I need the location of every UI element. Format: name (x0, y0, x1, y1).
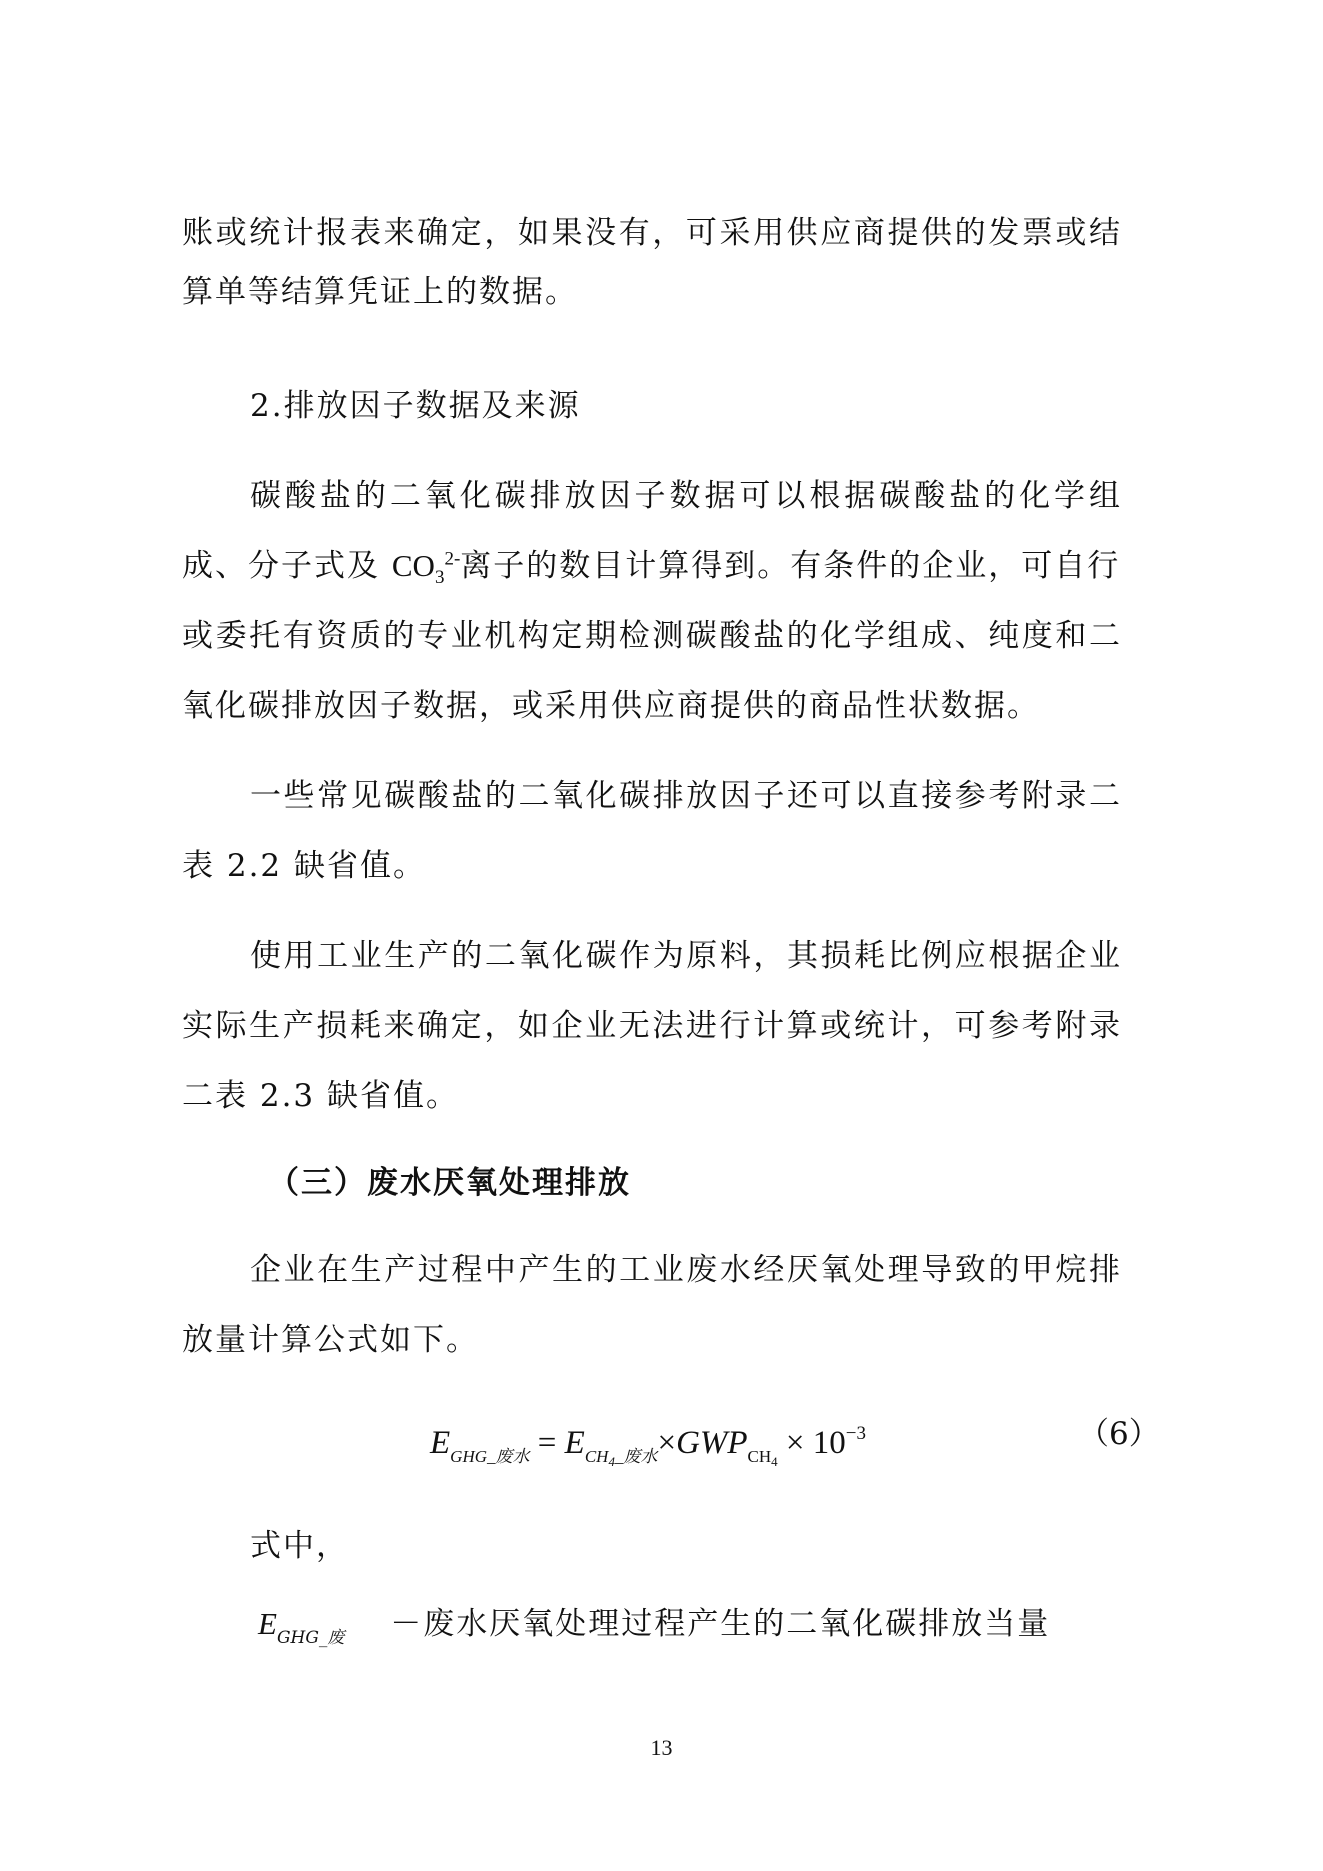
paragraph-line: 算单等结算凭证上的数据。 (182, 274, 578, 310)
section-heading: （三）废水厌氧处理排放 (268, 1165, 631, 1201)
text-span: 离子的数目计算得到。有条件的企业，可自行 (460, 548, 1121, 584)
subscript-part: _废水 (614, 1447, 658, 1466)
equation-number: （6） (1078, 1416, 1160, 1452)
paragraph-line: 放量计算公式如下。 (182, 1322, 479, 1358)
page-number: 13 (650, 1735, 673, 1760)
subscript-part: CH (584, 1447, 609, 1466)
formula-subscript (747, 1447, 778, 1469)
where-label: 式中， (250, 1528, 349, 1564)
paragraph-line: 一些常见碳酸盐的二氧化碳排放因子还可以直接参考附录二 (250, 778, 1122, 814)
formula-number: 10 (812, 1425, 846, 1461)
formula-symbol: E (564, 1425, 585, 1461)
variable-definition (258, 1602, 1050, 1660)
formula-subscript: GHG_废水 (450, 1447, 530, 1466)
equation (430, 1412, 866, 1484)
subscript-part: 4 (771, 1454, 778, 1469)
paragraph-line: 表 2.2 缺省值。 (182, 848, 427, 884)
paragraph-line: 企业在生产过程中产生的工业废水经厌氧处理导致的甲烷排 (250, 1252, 1122, 1288)
formula-symbol: E (430, 1425, 451, 1461)
paragraph-line: 账或统计报表来确定，如果没有，可采用供应商提供的发票或结 (182, 215, 1122, 251)
text-span: 成、分子式及 (182, 548, 392, 584)
formula-exponent: −3 (845, 1423, 867, 1444)
co-text: CO (391, 548, 435, 583)
variable-subscript: GHG_废 (276, 1628, 345, 1648)
subscript-part: CH (747, 1447, 772, 1466)
variable-description: －废水厌氧处理过程产生的二氧化碳排放当量 (390, 1606, 1051, 1642)
formula-symbol: GWP (676, 1425, 748, 1461)
co-subscript: 3 (434, 567, 445, 589)
times-sign: × (657, 1425, 677, 1461)
paragraph-line: 实际生产损耗来确定，如企业无法进行计算或统计，可参考附录 (182, 1008, 1122, 1044)
paragraph-line: 使用工业生产的二氧化碳作为原料，其损耗比例应根据企业 (250, 938, 1122, 974)
times-sign: × (785, 1425, 805, 1461)
equals-sign: = (537, 1425, 557, 1461)
paragraph-line: 二表 2.3 缺省值。 (182, 1078, 460, 1114)
paragraph-line (182, 546, 1122, 589)
formula-subscript (584, 1447, 658, 1469)
chemical-formula (391, 548, 461, 589)
variable-symbol: E (258, 1606, 277, 1641)
paragraph-line: 氧化碳排放因子数据，或采用供应商提供的商品性状数据。 (182, 688, 1040, 724)
subscript-part: 4 (608, 1454, 615, 1469)
paragraph-line: 碳酸盐的二氧化碳排放因子数据可以根据碳酸盐的化学组 (250, 478, 1122, 514)
co-superscript: 2- (444, 548, 461, 570)
paragraph-line: 或委托有资质的专业机构定期检测碳酸盐的化学组成、纯度和二 (182, 618, 1122, 654)
subheading: 2.排放因子数据及来源 (250, 388, 581, 424)
